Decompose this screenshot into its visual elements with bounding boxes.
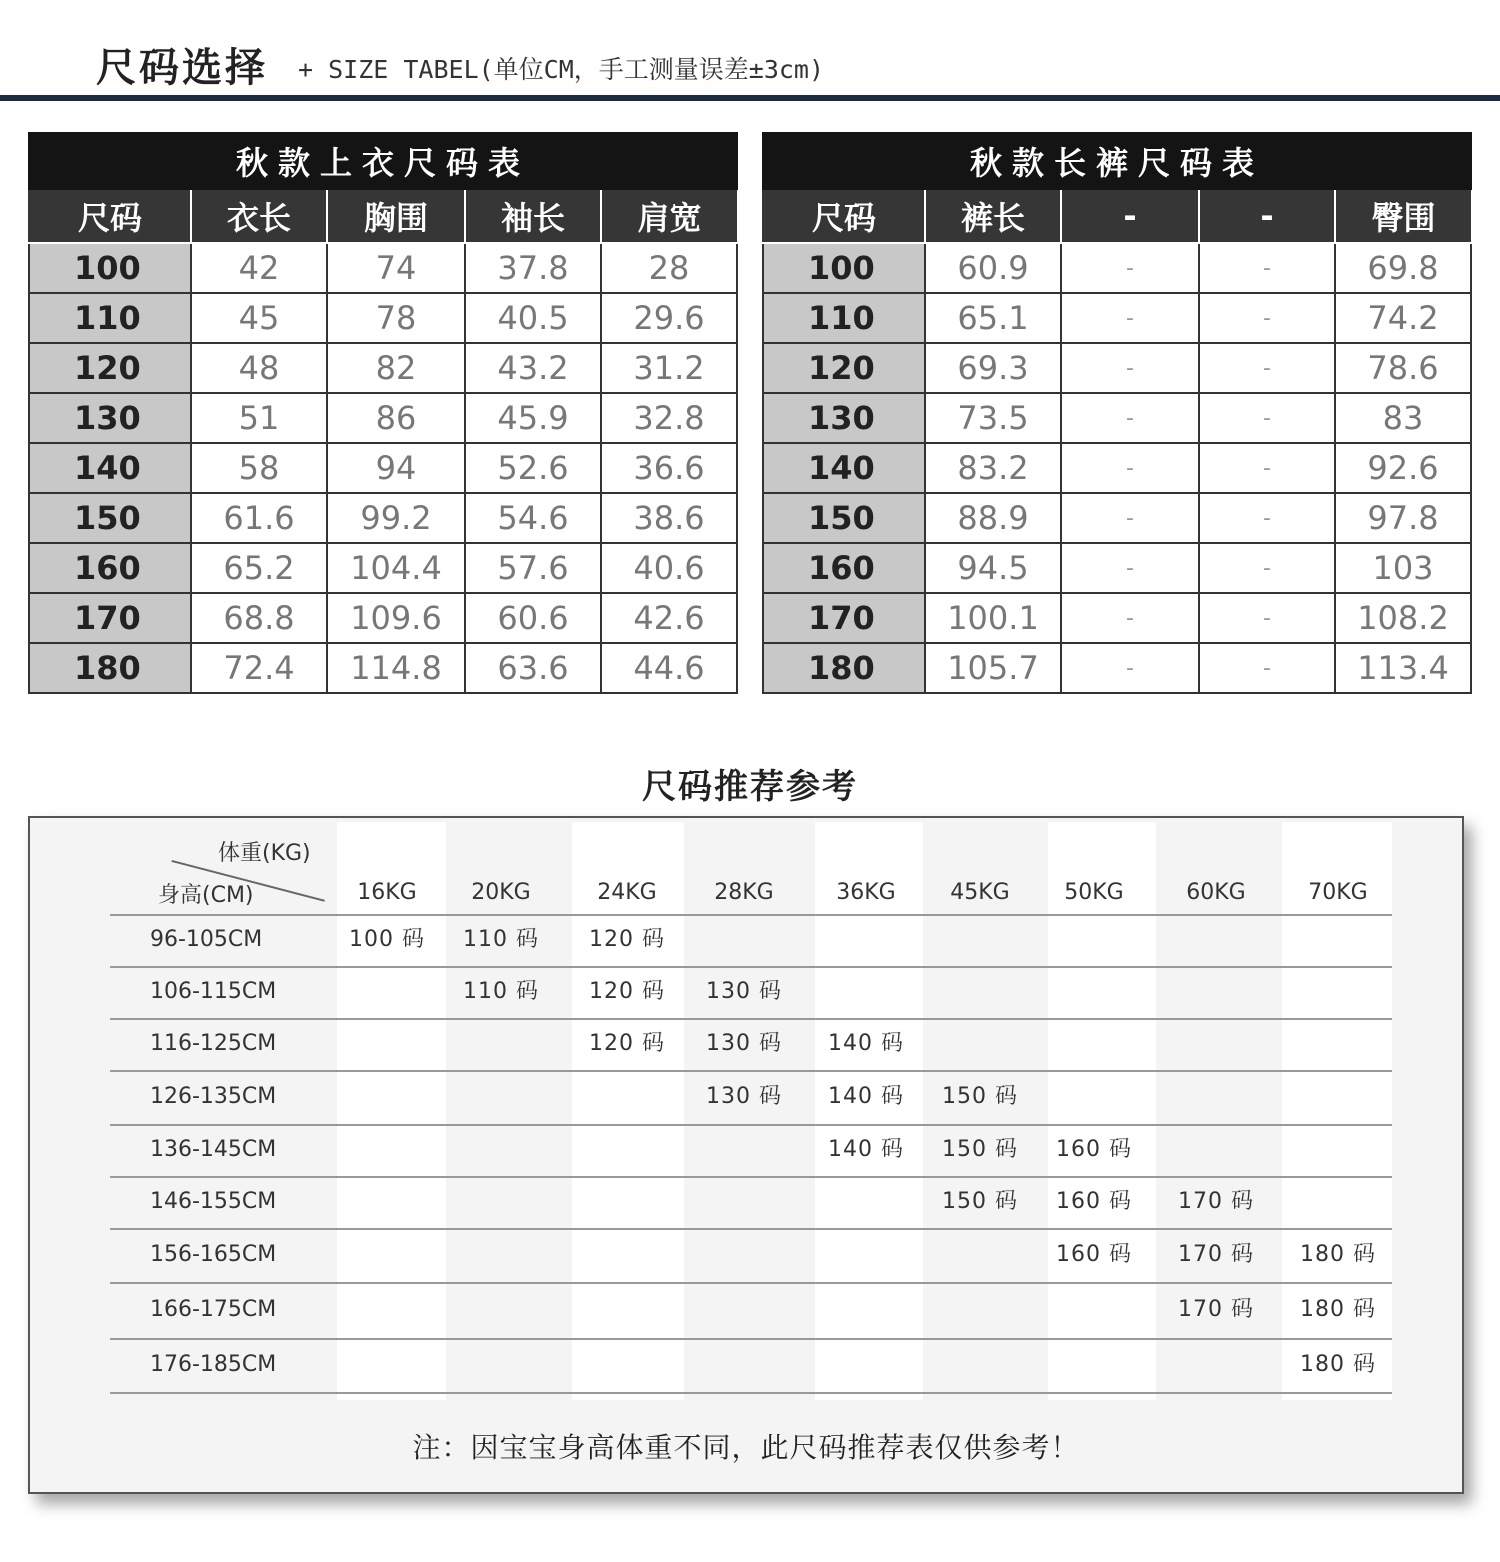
pants-measure-cell: -: [1199, 543, 1335, 593]
pants-measure-cell: 100.1: [925, 593, 1061, 643]
page-subtitle: + SIZE TABEL(单位CM，手工测量误差±3cm): [298, 55, 825, 84]
top-measure-cell: 32.8: [601, 393, 737, 443]
pants-measure-cell: 73.5: [925, 393, 1061, 443]
top-measure-cell: 74: [327, 243, 465, 293]
page-header: [0, 0, 1500, 102]
row-divider: [110, 1282, 1392, 1284]
recommended-size-cell: 150 码: [942, 1189, 1018, 1214]
top-table-row: [29, 593, 737, 643]
pants-measure-cell: 60.9: [925, 243, 1061, 293]
recommended-size-cell: 120 码: [589, 927, 665, 952]
recommended-size-cell: 140 码: [828, 1084, 904, 1109]
pants-measure-cell: 69.3: [925, 343, 1061, 393]
recommended-size-cell: 180 码: [1300, 1352, 1376, 1377]
column-stripe: [337, 822, 446, 1400]
recommended-size-cell: 110 码: [463, 979, 539, 1004]
recommended-size-cell: 150 码: [942, 1137, 1018, 1162]
top-measure-cell: 68.8: [191, 593, 327, 643]
page-title: 尺码选择: [96, 45, 268, 91]
top-size-cell: 150: [29, 493, 191, 543]
row-divider: [110, 1176, 1392, 1178]
pants-size-table: [762, 132, 1472, 694]
recommended-size-cell: 160 码: [1056, 1189, 1132, 1214]
pants-measure-cell: -: [1061, 543, 1199, 593]
top-table-row: [29, 643, 737, 693]
top-measure-cell: 57.6: [465, 543, 601, 593]
top-measure-cell: 109.6: [327, 593, 465, 643]
height-range-label: 166-175CM: [150, 1297, 277, 1322]
row-divider: [110, 914, 1392, 916]
pants-column-header: -: [1061, 189, 1199, 243]
recommended-size-cell: 130 码: [706, 979, 782, 1004]
pants-table-row: [763, 393, 1471, 443]
pants-size-cell: 160: [763, 543, 925, 593]
top-measure-cell: 38.6: [601, 493, 737, 543]
pants-table-row: [763, 443, 1471, 493]
top-size-cell: 180: [29, 643, 191, 693]
top-table-header-row: [29, 189, 737, 243]
pants-size-cell: 100: [763, 243, 925, 293]
recommended-size-cell: 120 码: [589, 1031, 665, 1056]
pants-size-cell: 170: [763, 593, 925, 643]
pants-size-cell: 180: [763, 643, 925, 693]
pants-size-cell: 130: [763, 393, 925, 443]
height-range-label: 136-145CM: [150, 1137, 277, 1162]
recommended-size-cell: 140 码: [828, 1137, 904, 1162]
row-divider: [110, 1124, 1392, 1126]
top-measure-cell: 28: [601, 243, 737, 293]
pants-table-row: [763, 293, 1471, 343]
top-measure-cell: 61.6: [191, 493, 327, 543]
pants-table-header-row: [763, 189, 1471, 243]
top-column-header: 尺码: [29, 189, 191, 243]
recommended-size-cell: 110 码: [463, 927, 539, 952]
top-measure-cell: 82: [327, 343, 465, 393]
pants-measure-cell: -: [1199, 293, 1335, 343]
top-measure-cell: 45.9: [465, 393, 601, 443]
top-measure-cell: 65.2: [191, 543, 327, 593]
pants-size-cell: 150: [763, 493, 925, 543]
weight-column-header: 60KG: [1186, 880, 1246, 905]
weight-column-header: 45KG: [950, 880, 1010, 905]
pants-measure-cell: 78.6: [1335, 343, 1471, 393]
weight-column-header: 16KG: [357, 880, 417, 905]
top-measure-cell: 42.6: [601, 593, 737, 643]
recommended-size-cell: 120 码: [589, 979, 665, 1004]
weight-column-header: 70KG: [1308, 880, 1368, 905]
pants-measure-cell: -: [1061, 643, 1199, 693]
recommended-size-cell: 160 码: [1056, 1137, 1132, 1162]
top-column-header: 肩宽: [601, 189, 737, 243]
top-measure-cell: 78: [327, 293, 465, 343]
pants-size-cell: 140: [763, 443, 925, 493]
top-measure-cell: 52.6: [465, 443, 601, 493]
recommended-size-cell: 150 码: [942, 1084, 1018, 1109]
pants-measure-cell: -: [1061, 293, 1199, 343]
top-size-table: [28, 132, 738, 694]
top-size-cell: 120: [29, 343, 191, 393]
top-measure-cell: 86: [327, 393, 465, 443]
top-measure-cell: 60.6: [465, 593, 601, 643]
top-measure-cell: 40.5: [465, 293, 601, 343]
pants-column-header: 臀围: [1335, 189, 1471, 243]
pants-measure-cell: -: [1061, 593, 1199, 643]
pants-table-row: [763, 643, 1471, 693]
pants-measure-cell: 65.1: [925, 293, 1061, 343]
top-column-header: 袖长: [465, 189, 601, 243]
top-table-row: [29, 243, 737, 293]
pants-measure-cell: 92.6: [1335, 443, 1471, 493]
pants-table-row: [763, 543, 1471, 593]
pants-size-cell: 120: [763, 343, 925, 393]
recommended-size-cell: 100 码: [349, 927, 425, 952]
top-table-row: [29, 443, 737, 493]
pants-measure-cell: 97.8: [1335, 493, 1471, 543]
top-measure-cell: 99.2: [327, 493, 465, 543]
pants-column-header: -: [1199, 189, 1335, 243]
recommended-size-cell: 130 码: [706, 1084, 782, 1109]
column-stripe: [572, 822, 684, 1400]
top-measure-cell: 43.2: [465, 343, 601, 393]
row-divider: [110, 1018, 1392, 1020]
pants-table-row: [763, 493, 1471, 543]
pants-table-row: [763, 243, 1471, 293]
row-divider: [110, 1392, 1392, 1394]
top-table-row: [29, 343, 737, 393]
pants-measure-cell: -: [1199, 243, 1335, 293]
top-table-row: [29, 543, 737, 593]
pants-measure-cell: 83: [1335, 393, 1471, 443]
row-divider: [110, 1070, 1392, 1072]
pants-measure-cell: -: [1061, 443, 1199, 493]
top-measure-cell: 37.8: [465, 243, 601, 293]
pants-measure-cell: 105.7: [925, 643, 1061, 693]
pants-measure-cell: -: [1199, 443, 1335, 493]
recommended-size-cell: 170 码: [1178, 1242, 1254, 1267]
top-size-cell: 110: [29, 293, 191, 343]
top-measure-cell: 31.2: [601, 343, 737, 393]
top-table-row: [29, 293, 737, 343]
pants-measure-cell: 94.5: [925, 543, 1061, 593]
top-measure-cell: 72.4: [191, 643, 327, 693]
top-measure-cell: 42: [191, 243, 327, 293]
row-divider: [110, 1338, 1392, 1340]
pants-measure-cell: 103: [1335, 543, 1471, 593]
recommended-size-cell: 180 码: [1300, 1242, 1376, 1267]
top-measure-cell: 58: [191, 443, 327, 493]
row-divider: [110, 1228, 1392, 1230]
row-divider: [110, 966, 1392, 968]
pants-measure-cell: -: [1199, 393, 1335, 443]
weight-column-header: 50KG: [1064, 880, 1124, 905]
top-measure-cell: 48: [191, 343, 327, 393]
top-measure-cell: 63.6: [465, 643, 601, 693]
header-divider: [0, 95, 1500, 101]
pants-measure-cell: -: [1061, 343, 1199, 393]
pants-column-header: 尺码: [763, 189, 925, 243]
height-range-label: 106-115CM: [150, 979, 277, 1004]
top-measure-cell: 40.6: [601, 543, 737, 593]
top-measure-cell: 36.6: [601, 443, 737, 493]
top-measure-cell: 29.6: [601, 293, 737, 343]
top-size-cell: 160: [29, 543, 191, 593]
height-range-label: 176-185CM: [150, 1352, 277, 1377]
pants-table-title: 秋款长裤尺码表: [763, 133, 1471, 189]
height-axis-label: 身高(CM): [158, 883, 254, 908]
top-measure-cell: 94: [327, 443, 465, 493]
height-range-label: 116-125CM: [150, 1031, 277, 1056]
pants-column-header: 裤长: [925, 189, 1061, 243]
recommendation-title: 尺码推荐参考: [642, 767, 858, 807]
recommended-size-cell: 140 码: [828, 1031, 904, 1056]
weight-column-header: 24KG: [597, 880, 657, 905]
pants-measure-cell: -: [1199, 343, 1335, 393]
recommended-size-cell: 170 码: [1178, 1189, 1254, 1214]
top-measure-cell: 45: [191, 293, 327, 343]
column-stripe: [1048, 822, 1156, 1400]
height-range-label: 96-105CM: [150, 927, 263, 952]
pants-table-row: [763, 343, 1471, 393]
pants-measure-cell: 83.2: [925, 443, 1061, 493]
pants-measure-cell: -: [1061, 493, 1199, 543]
pants-measure-cell: -: [1061, 243, 1199, 293]
recommended-size-cell: 180 码: [1300, 1297, 1376, 1322]
top-table-row: [29, 493, 737, 543]
pants-table-row: [763, 593, 1471, 643]
pants-size-cell: 110: [763, 293, 925, 343]
pants-measure-cell: -: [1061, 393, 1199, 443]
top-table-row: [29, 393, 737, 443]
weight-column-header: 36KG: [836, 880, 896, 905]
pants-measure-cell: -: [1199, 643, 1335, 693]
weight-axis-label: 体重(KG): [218, 841, 311, 866]
top-size-cell: 140: [29, 443, 191, 493]
top-measure-cell: 44.6: [601, 643, 737, 693]
top-size-cell: 170: [29, 593, 191, 643]
top-measure-cell: 51: [191, 393, 327, 443]
recommendation-panel: [28, 816, 1464, 1494]
recommended-size-cell: 130 码: [706, 1031, 782, 1056]
pants-measure-cell: 88.9: [925, 493, 1061, 543]
recommended-size-cell: 160 码: [1056, 1242, 1132, 1267]
height-range-label: 146-155CM: [150, 1189, 277, 1214]
top-size-cell: 130: [29, 393, 191, 443]
pants-measure-cell: 113.4: [1335, 643, 1471, 693]
pants-measure-cell: -: [1199, 493, 1335, 543]
top-column-header: 衣长: [191, 189, 327, 243]
pants-measure-cell: -: [1199, 593, 1335, 643]
top-column-header: 胸围: [327, 189, 465, 243]
top-measure-cell: 114.8: [327, 643, 465, 693]
weight-column-header: 20KG: [471, 880, 531, 905]
pants-measure-cell: 69.8: [1335, 243, 1471, 293]
top-measure-cell: 104.4: [327, 543, 465, 593]
top-measure-cell: 54.6: [465, 493, 601, 543]
recommendation-note: 注：因宝宝身高体重不同，此尺码推荐表仅供参考！: [412, 1431, 1080, 1464]
height-range-label: 126-135CM: [150, 1084, 277, 1109]
top-size-cell: 100: [29, 243, 191, 293]
pants-measure-cell: 108.2: [1335, 593, 1471, 643]
weight-column-header: 28KG: [714, 880, 774, 905]
recommended-size-cell: 170 码: [1178, 1297, 1254, 1322]
pants-measure-cell: 74.2: [1335, 293, 1471, 343]
height-range-label: 156-165CM: [150, 1242, 277, 1267]
top-table-title: 秋款上衣尺码表: [29, 133, 737, 189]
